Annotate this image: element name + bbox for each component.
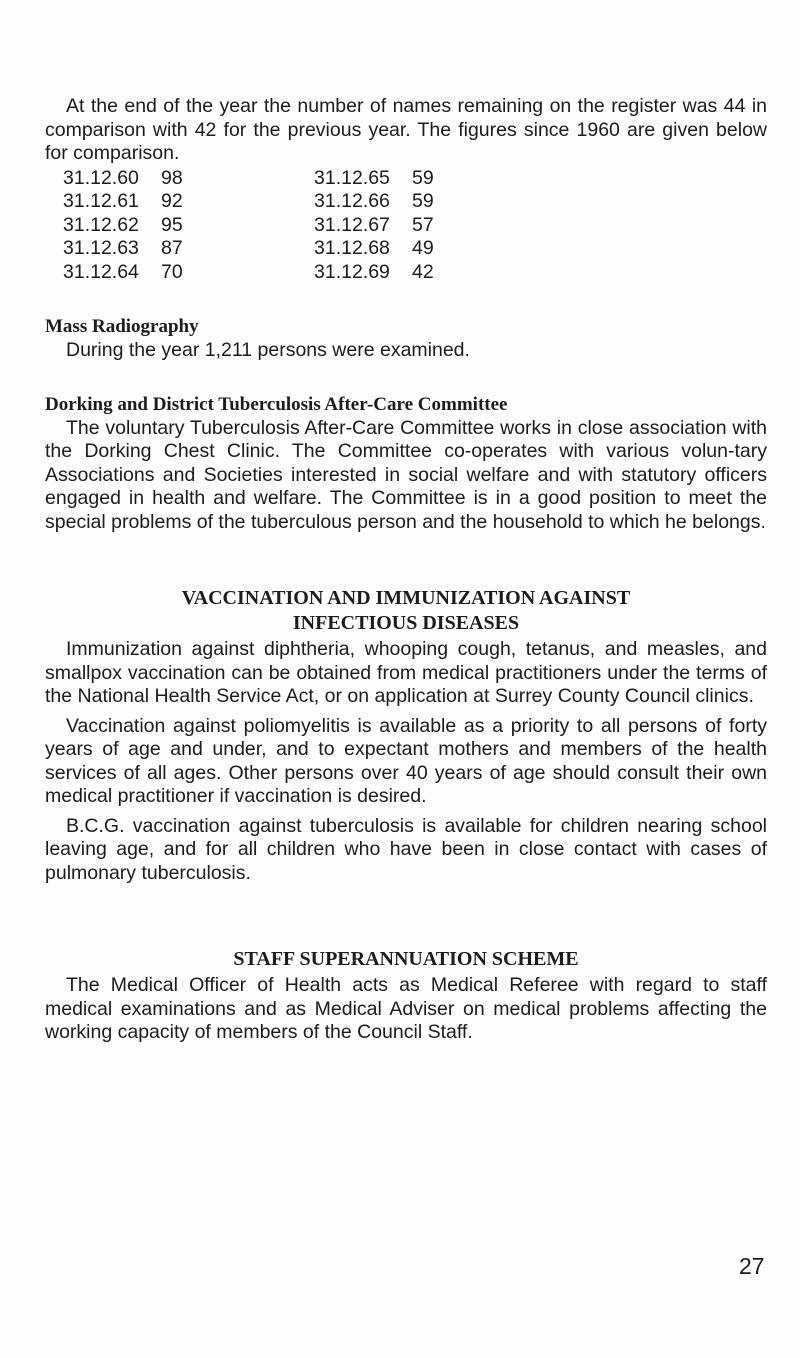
staff-superannuation-heading: STAFF SUPERANNUATION SCHEME [233,948,579,970]
vaccination-paragraph-2: Vaccination against poliomyelitis is available as a priority to all persons of forty years of age and under, and to expectant mothers and members of the health services of all ages. Other persons over 40 years of age should consult their own medical practitioner if vaccination is desired. [45,714,767,807]
page-number: 27 [739,1253,765,1279]
register-date: 31.12.61 [63,190,139,212]
register-count: 49 [412,237,434,259]
staff-superannuation-paragraph: The Medical Officer of Health acts as Medical Referee with regard to staff medical examinations and as Medical Adviser on medical problems affecting the working capacity of members of the Council Staff. [45,974,767,1043]
vaccination-heading-line2: INFECTIOUS DISEASES [292,612,520,634]
register-count: 59 [412,190,434,212]
mass-radiography-heading: Mass Radiography [45,316,199,337]
document-page [45,95,767,1045]
register-count: 98 [161,166,183,189]
intro-paragraph: At the end of the year the number of names remaining on the register was 44 in comparison with 42 for the previous year. The figures since 1960 are given below for comparison. [45,95,767,164]
dorking-committee-heading: Dorking and District Tuberculosis After-Care Committee [45,393,508,415]
vaccination-heading [45,586,767,636]
vaccination-heading-line1: VACCINATION AND IMMUNIZATION AGAINST [181,587,631,609]
register-count: 59 [412,166,434,189]
register-date: 31.12.60 [63,166,139,189]
register-date: 31.12.67 [314,213,390,236]
register-count: 42 [412,260,434,283]
register-count: 57 [412,213,434,236]
register-date: 31.12.65 [314,166,390,189]
vaccination-paragraph-1: Immunization against diphtheria, whooping cough, tetanus, and measles, and smallpox vaccination can be obtained from medical practitioners under the terms of the National Health Service Act, or on application at Surrey County Council clinics. [45,638,767,707]
register-column-right [314,167,472,284]
register-date: 31.12.68 [314,237,390,259]
register-column-left [63,167,221,284]
register-date: 31.12.64 [63,260,139,283]
register-date: 31.12.66 [314,190,390,212]
register-date: 31.12.62 [63,213,139,236]
register-count: 95 [161,213,183,236]
vaccination-paragraph-3: B.C.G. vaccination against tuberculosis is available for children nearing school leaving age, and for all children who have been in close contact with cases of pulmonary tuberculosis. [45,814,767,884]
register-count: 92 [161,190,183,212]
register-count: 70 [161,260,183,283]
mass-radiography-paragraph: During the year 1,211 persons were examined. [66,339,470,361]
register-count: 87 [161,237,183,259]
register-figures-table [63,167,767,284]
dorking-committee-paragraph: The voluntary Tuberculosis After-Care Committee works in close association with the Dorking Chest Clinic. The Committee co-operates with various volun-tary Associations and Societies interested in social welfare and with statutory officers engaged in health and welfare. The Committee is in a good position to meet the special problems of the tuberculous person and the household to which he belongs. [45,416,767,533]
register-date: 31.12.63 [63,237,139,259]
register-date: 31.12.69 [314,260,390,283]
